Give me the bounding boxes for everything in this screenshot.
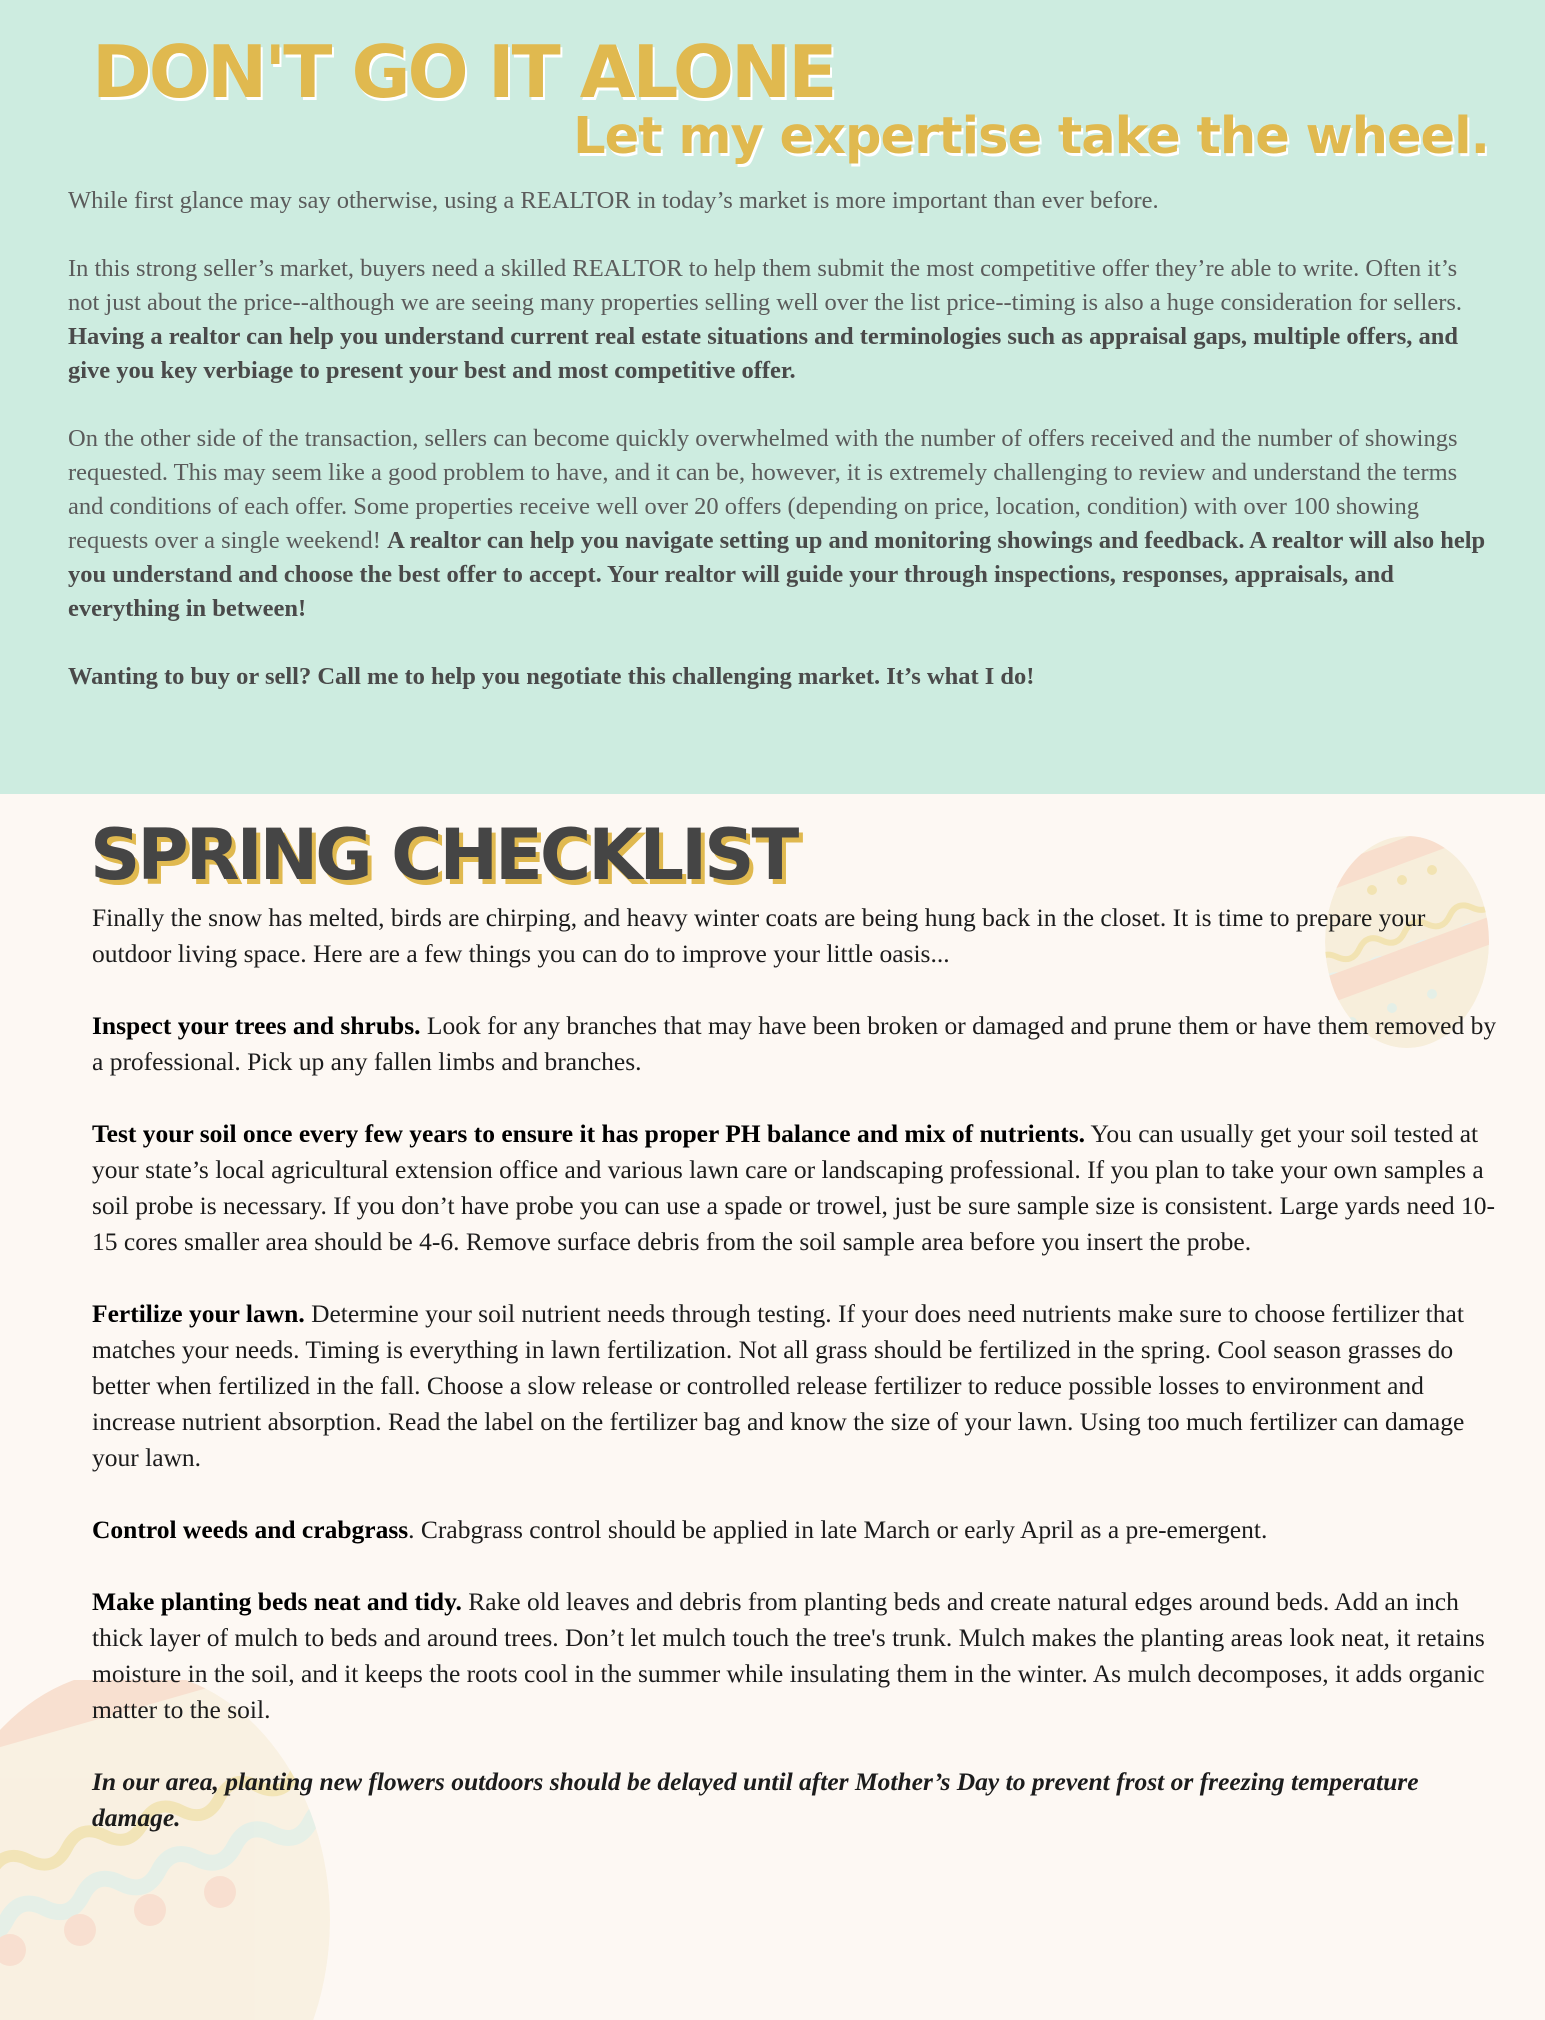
- subheadline: Let my expertise take the wheel.: [573, 107, 1489, 166]
- checklist-item-text: You can usually get your soil tested at your state’s local agricultural extension office and various lawn care or landscaping professional. If you plan to take your own samples a soil probe is necessary. If you don’t have probe you can use a spade or trowel, just be sure sample size is consistent. Large yards need 10-15 cores smaller area should be 4-6. Remove surface debris from the soil sample area before you insert the probe.: [92, 1119, 1496, 1256]
- checklist-item-heading: Inspect your trees and shrubs.: [92, 1011, 421, 1040]
- closing-note: In our area, planting new flowers outdoors should be delayed until after Mother’s Day to prevent frost or freezing temperature damage.: [92, 1767, 1419, 1832]
- spring-checklist-body: [92, 900, 1502, 1872]
- call-to-action-text: Wanting to buy or sell? Call me to help you negotiate this challenging market. It’s what I do!: [68, 663, 1035, 690]
- checklist-item: [92, 1116, 1502, 1260]
- spring-checklist-title: SPRING CHECKLIST: [90, 814, 797, 896]
- intro-paragraph-3-text: On the other side of the transaction, sellers can become quickly overwhelmed with the number of offers received and the number of showings requested. This may seem like a good problem to have, and it can be, however, it is extremely challenging to review and understand the terms and conditions of each offer. Some properties receive well over 20 offers (depending on price, location, condition) with over 100 showing requests over a single weekend!: [68, 425, 1458, 554]
- intro-body: [68, 184, 1488, 728]
- checklist-item-heading: Make planting beds neat and tidy.: [92, 1587, 462, 1616]
- checklist-item-text: Determine your soil nutrient needs through testing. If your does need nutrients make sure to choose fertilizer that matches your needs. Timing is everything in lawn fertilization. Not all grass should be fertilized in the spring. Cool season grasses do better when fertilized in the fall. Choose a slow release or controlled release fertilizer to reduce possible losses to environment and increase nutrient absorption. Read the label on the fertilizer bag and know the size of your lawn. Using too much fertilizer can damage your lawn.: [92, 1299, 1465, 1472]
- checklist-item-text: . Crabgrass control should be applied in late March or early April as a pre-emergent.: [408, 1515, 1268, 1544]
- headline: DON'T GO IT ALONE: [92, 30, 835, 114]
- checklist-item: [92, 1512, 1502, 1548]
- intro-paragraph-2-text: In this strong seller’s market, buyers need a skilled REALTOR to help them submit the most competitive offer they’re able to write. Often it’s not just about the price--although we are seeing many properties selling well over the list price--timing is also a huge consideration for sellers.: [68, 255, 1463, 316]
- intro-paragraph-3: [68, 422, 1488, 626]
- checklist-item-heading: Fertilize your lawn.: [92, 1299, 305, 1328]
- checklist-item-heading: Test your soil once every few years to ensure it has proper PH balance and mix of nutrients.: [92, 1119, 1086, 1148]
- checklist-item: [92, 1008, 1502, 1080]
- intro-paragraph-2-bold: Having a realtor can help you understand current real estate situations and terminologies such as appraisal gaps, multiple offers, and give you key verbiage to present your best and most competitive offer.: [68, 323, 1458, 384]
- spring-intro: Finally the snow has melted, birds are chirping, and heavy winter coats are being hung back in the closet. It is time to prepare your outdoor living space. Here are a few things you can do to improve your little oasis...: [92, 903, 1426, 968]
- checklist-item-text: Rake old leaves and debris from planting beds and create natural edges around beds. Add an inch thick layer of mulch to beds and around trees. Don’t let mulch touch the tree's trunk. Mulch makes the planting areas look neat, it retains moisture in the soil, and it keeps the roots cool in the summer while insulating them in the winter. As mulch decomposes, it adds organic matter to the soil.: [92, 1587, 1485, 1724]
- intro-paragraph-1: While first glance may say otherwise, using a REALTOR in today’s market is more important than ever before.: [68, 187, 1159, 214]
- checklist-item-text: Look for any branches that may have been broken or damaged and prune them or have them removed by a professional. Pick up any fallen limbs and branches.: [92, 1011, 1497, 1076]
- call-to-action: [68, 660, 1488, 694]
- checklist-item: [92, 1296, 1502, 1476]
- intro-paragraph-3-bold: A realtor can help you navigate setting up and monitoring showings and feedback. A realtor will also help you understand and choose the best offer to accept. Your realtor will guide your through inspections, responses, appraisals, and everything in between!: [68, 527, 1486, 622]
- intro-section: [0, 0, 1545, 794]
- checklist-item: [92, 1584, 1502, 1728]
- checklist-item-heading: Control weeds and crabgrass: [92, 1515, 409, 1544]
- intro-paragraph-2: [68, 252, 1488, 388]
